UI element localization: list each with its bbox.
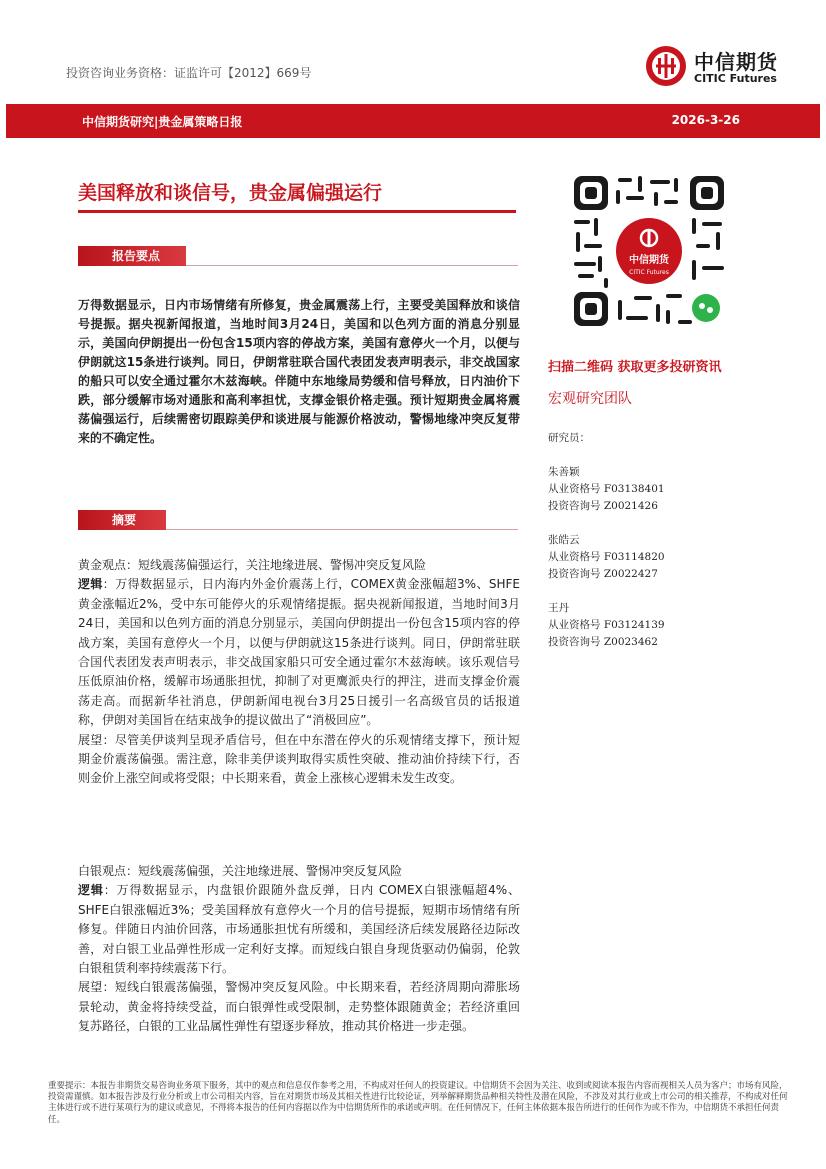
analyst-entry: [548, 600, 665, 651]
analyst-cert: 从业资格号 F03138401: [548, 483, 665, 495]
keypoints-text: 万得数据显示，日内市场情绪有所修复，贵金属震荡上行，主要受美国释放和谈信号提振。据央视新闻报道，当地时间3月24日，美国和以色列方面的消息分别显示，美国向伊朗提出一份包含15项内容的停战方案，美国有意停火一个月，以便与伊朗就这15条进行谈判。同日，伊朗常驻联合国代表团发表声明表示，非交战国家的船只可以安全通过霍尔木兹海峡。伴随中东地缘局势缓和信号释放，日内油价下跌，部分缓解市场对通胀和高利率担忧，支撑金银价格走强。预计短期贵金属将震荡偏强运行，后续需密切跟踪美伊和谈进展与能源价格波动，警惕地缘冲突反复带来的不确定性。: [78, 298, 520, 445]
analyst-entry: [548, 464, 665, 515]
gold-view: 黄金观点：短线震荡偏强运行，关注地缘进展、警惕冲突反复风险: [78, 558, 427, 572]
disclaimer-text: 重要提示：本报告非期货交易咨询业务项下服务，其中的观点和信息仅作参考之用，不构成对任何人的投资建议。中信期货不会因为关注、收到或阅读本报告内容而视相关人员为客户；市场有风险，投资需谨慎。如本报告涉及行业分析或上市公司相关内容，旨在对期货市场及其相关性进行比较论证，列举解释期货品种相关特性及潜在风险，不涉及对其行业或上市公司的相关推荐，不构成对任何主体进行或不进行某项行为的建议或意见，不得将本报告的任何内容据以作为中信期货所作的承诺或声明。在任何情况下，任何主体依据本报告所进行的任何作为或不作为，中信期货不承担任何责任。: [48, 1081, 788, 1125]
logo-name-cn: 中信期货: [694, 50, 778, 74]
analyst-list: [548, 430, 665, 668]
svg-text:中信期货: 中信期货: [629, 255, 669, 266]
summary-tab: 摘要: [78, 510, 166, 530]
qualification-text: 投资咨询业务资格：证监许可【2012】669号: [66, 66, 312, 80]
analyst-cert: 从业资格号 F03124139: [548, 619, 665, 631]
silver-outlook: 展望：短线白银震荡偏强，警惕冲突反复风险。中长期来看，若经济周期向滞胀场景轮动，黄金将持续受益，而白银弹性或受限制，走势整体跟随黄金；若经济重回复苏路径，白银的工业品属性弹性有望逐步释放，推动其价格进一步走强。: [78, 980, 520, 1034]
silver-view: 白银观点：短线震荡偏强，关注地缘进展、警惕冲突反复风险: [78, 864, 403, 878]
keypoints-header: [78, 246, 518, 266]
gold-outlook: 展望：尽管美伊谈判呈现矛盾信号，但在中东潜在停火的乐观情绪支撑下，预计短期金价震荡偏强。需注意，除非美伊谈判取得实质性突破、推动油价持续下行，否则金价上涨空间或将受限；中长期来看，黄金上涨核心逻辑未发生改变。: [78, 732, 520, 786]
keypoints-tab: 报告要点: [78, 246, 186, 266]
title-underline: [78, 210, 516, 213]
analyst-entry: [548, 532, 665, 583]
qr-call-to-action: 扫描二维码 获取更多投研资讯: [548, 360, 722, 375]
team-name: 宏观研究团队: [548, 391, 632, 407]
analyst-name: 张皓云: [548, 534, 580, 546]
silver-logic: [78, 881, 520, 978]
logo-name-en: CITIC Futures: [694, 72, 777, 85]
svg-text:CITIC Futures: CITIC Futures: [629, 269, 669, 276]
banner-date: 2026-3-26: [671, 113, 740, 127]
analyst-consult: 投资咨询号 Z0022427: [548, 568, 658, 580]
company-logo: [644, 44, 804, 94]
gold-logic-label: 逻辑: [78, 577, 103, 592]
citic-logo-icon: [644, 44, 688, 88]
analyst-cert: 从业资格号 F03114820: [548, 551, 665, 563]
banner-series: 中信期货研究|贵金属策略日报: [82, 115, 243, 129]
summary-header: [78, 510, 518, 530]
report-title: 美国释放和谈信号，贵金属偏强运行: [78, 182, 383, 204]
researchers-label: 研究员：: [548, 432, 590, 444]
silver-logic-label: 逻辑: [78, 883, 104, 898]
gold-logic-text: ：万得数据显示，日内海内外金价震荡上行，COMEX黄金涨幅超3%、SHFE黄金涨幅近2%，受中东可能停火的乐观情绪提振。据央视新闻报道，当地时间3月24日，美国和以色列方面的消息分别显示，美国向伊朗提出一份包含15项内容的停战方案，美国有意停火一个月，以便与伊朗就这15条进行谈判。同日，伊朗常驻联合国代表团发表声明表示，非交战国家船只可安全通过霍尔木兹海峡。该乐观信号压低原油价格，缓解市场通胀担忧，抑制了对更鹰派央行的押注，进而支撑金价震荡走高。而据新华社消息，伊朗新闻电视台3月25日援引一名高级官员的话报道称，伊朗对美国旨在结束战争的提议做出了“消极回应”。: [78, 577, 520, 728]
gold-logic: [78, 575, 520, 730]
silver-section: [78, 862, 520, 1037]
silver-logic-text: ：万得数据显示，内盘银价跟随外盘反弹，日内 COMEX白银涨幅超4%、SHFE白银涨幅近3%；受美国释放有意停火一个月的信号提振，短期市场情绪有所修复。伴随日内油价回落，市场通胀担忧有所缓和，美国经济后续发展路径边际改善，对白银工业品弹性形成一定利好支撑。而短线白银自身现货驱动仍偏弱，伦敦白银租赁利率持续震荡下行。: [78, 883, 520, 976]
analyst-name: 朱善颖: [548, 466, 580, 478]
gold-section: [78, 556, 520, 789]
analyst-consult: 投资咨询号 Z0021426: [548, 500, 658, 512]
qr-code[interactable]: [568, 170, 730, 332]
report-banner: [6, 104, 820, 138]
analyst-consult: 投资咨询号 Z0023462: [548, 636, 658, 648]
analyst-name: 王丹: [548, 602, 569, 614]
